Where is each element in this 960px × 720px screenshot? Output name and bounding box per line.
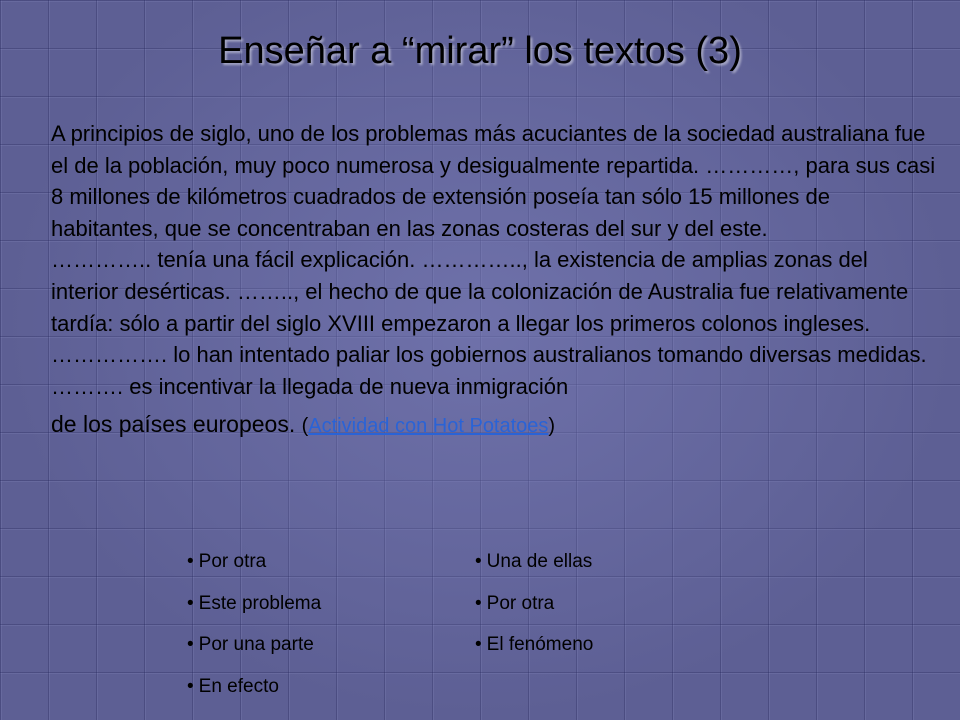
paragraph-3-last-line (51, 410, 941, 440)
option-item (475, 631, 593, 673)
option-item (187, 631, 321, 673)
slide-title: Enseñar a “mirar” los textos (3) (218, 30, 742, 72)
option-label: Por otra (486, 592, 555, 614)
bullet-icon: • (187, 634, 194, 655)
option-label: En efecto (198, 675, 279, 697)
option-label: Este problema (198, 592, 322, 614)
hot-potatoes-activity-link[interactable]: Actividad con Hot Potatoes (308, 415, 549, 438)
paragraph-2: ………….. tenía una fácil explicación. ………….., la existencia de amplias zonas del interior desérticas. …….., el hecho de que la colonización de Australia fue relativamente tardía: sólo a partir del siglo XVIII empezaron a llegar los primeros colonos ingleses. (51, 247, 909, 336)
paragraph-3: ……………. lo han intentado paliar los gobiernos australianos tomando diversas medidas. ………. es incentivar la llegada de nueva inmigración (51, 342, 927, 399)
body-text (51, 118, 941, 440)
option-label: Una de ellas (486, 551, 593, 572)
option-item (187, 548, 321, 590)
option-item (475, 548, 593, 590)
bullet-icon: • (187, 592, 194, 614)
bullet-icon: • (475, 634, 482, 655)
option-item (187, 590, 321, 632)
option-item (475, 590, 593, 632)
option-item (187, 673, 321, 715)
bullet-icon: • (475, 551, 482, 572)
open-paren: ( (301, 415, 309, 438)
bullet-icon: • (475, 592, 482, 614)
paragraph-1: A principios de siglo, uno de los problemas más acuciantes de la sociedad australiana fue el de la población, muy poco numerosa y desigualmente repartida. …………, para sus casi 8 millones de kilómetros cuadrados de extensión poseía tan sólo 15 millones de habitantes, que se concentraban en las zonas costeras del sur y del este. (51, 121, 936, 241)
last-line-text: de los países europeos. (51, 411, 296, 438)
option-label: El fenómeno (486, 634, 594, 655)
option-label: Por una parte (198, 634, 314, 655)
options-column-2 (475, 548, 593, 673)
option-label: Por otra (198, 551, 267, 572)
bullet-icon: • (187, 675, 194, 697)
options-column-1 (187, 548, 321, 714)
close-paren: ) (548, 415, 556, 438)
bullet-icon: • (187, 551, 194, 572)
